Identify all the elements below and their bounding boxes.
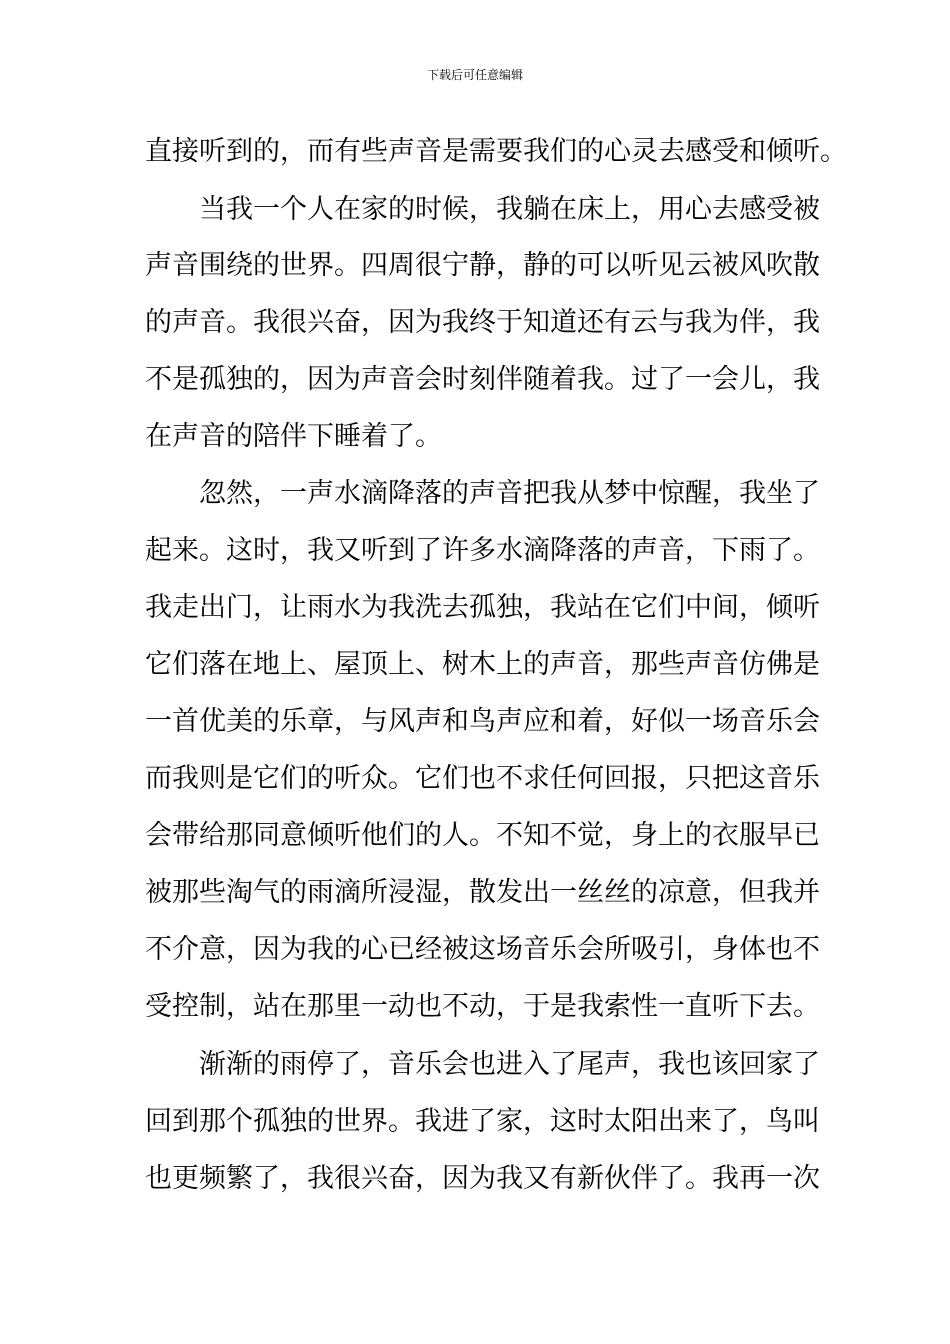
text-line: 它们落在地上、屋顶上、树木上的声音，那些声音仿佛是: [145, 649, 820, 680]
text-line: 受控制，站在那里一动也不动，于是我索性一直听下去。: [145, 991, 820, 1022]
text-line: 当我一个人在家的时候，我躺在床上，用心去感受被: [199, 194, 820, 225]
text-line: 也更频繁了，我很兴奋，因为我又有新伙伴了。我再一次: [145, 1163, 820, 1194]
text-line: 忽然，一声水滴降落的声音把我从梦中惊醒，我坐了: [199, 478, 820, 509]
text-line: 不介意，因为我的心已经被这场音乐会所吸引，身体也不: [145, 934, 820, 965]
page-header: 下载后可任意编辑: [426, 68, 523, 82]
text-line: 被那些淘气的雨滴所浸湿，散发出一丝丝的凉意，但我并: [145, 877, 820, 908]
text-line: 回到那个孤独的世界。我进了家，这时太阳出来了，鸟叫: [145, 1106, 820, 1137]
text-line: 一首优美的乐章，与风声和鸟声应和着，好似一场音乐会: [145, 706, 820, 737]
text-line: 而我则是它们的听众。它们也不求任何回报，只把这音乐: [145, 763, 820, 794]
text-line: 我走出门，让雨水为我洗去孤独，我站在它们中间，倾听: [145, 592, 820, 623]
text-line: 不是孤独的，因为声音会时刻伴随着我。过了一会儿，我: [145, 364, 820, 395]
text-line: 声音围绕的世界。四周很宁静，静的可以听见云被风吹散: [145, 250, 820, 281]
text-line: 会带给那同意倾听他们的人。不知不觉，身上的衣服早已: [145, 820, 820, 851]
text-line: 渐渐的雨停了，音乐会也进入了尾声，我也该回家了: [199, 1049, 820, 1080]
text-line: 起来。这时，我又听到了许多水滴降落的声音，下雨了。: [145, 535, 820, 566]
text-line: 的声音。我很兴奋，因为我终于知道还有云与我为伴，我: [145, 307, 820, 338]
text-line: 直接听到的，而有些声音是需要我们的心灵去感受和倾听。: [145, 136, 847, 167]
text-line: 在声音的陪伴下睡着了。: [145, 421, 442, 452]
